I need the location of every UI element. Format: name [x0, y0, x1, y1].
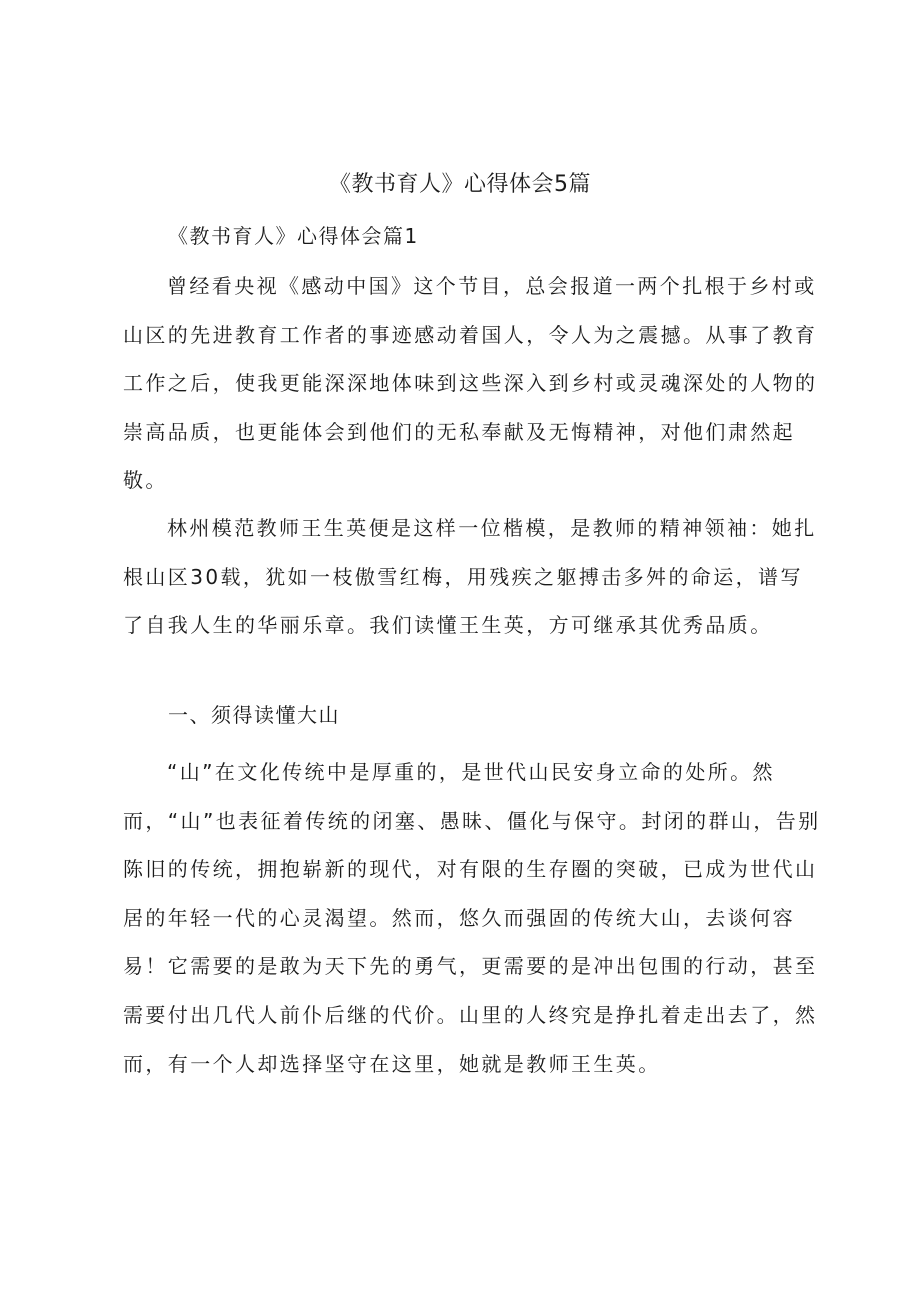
section-heading-understand-mountain: 一、须得读懂大山	[168, 703, 340, 727]
paragraph-intro: 曾经看央视《感动中国》这个节目，总会报道一两个扎根于乡村或山区的先进教育工作者的事迹感动着国人，令人为之震撼。从事了教育工作之后，使我更能深深地体味到这些深入到乡村或灵魂深处的人物的崇高品质，也更能体会到他们的无私奉献及无悔精神，对他们肃然起敬。	[123, 274, 818, 493]
paragraph-wang-shengying: 林州模范教师王生英便是这样一位楷模，是教师的精神领袖：她扎根山区30载，犹如一枝傲雪红梅，用残疾之躯搏击多舛的命运，谱写了自我人生的华丽乐章。我们读懂王生英，方可继承其优秀品质。	[123, 516, 817, 638]
paragraph-mountain: “山”在文化传统中是厚重的，是世代山民安身立命的处所。然而，“山”也表征着传统的闭塞、愚昧、僵化与保守。封闭的群山，告别陈旧的传统，拥抱崭新的现代，对有限的生存圈的突破，已成为世代山居的年轻一代的心灵渴望。然而，悠久而强固的传统大山，去谈何容易！它需要的是敢为天下先的勇气，更需要的是冲出包围的行动，甚至需要付出几代人前仆后继的代价。山里的人终究是挣扎着走出去了，然而，有一个人却选择坚守在这里，她就是教师王生英。	[123, 760, 821, 1076]
article-heading: 《教书育人》心得体会篇1	[168, 224, 419, 248]
document-title: 《教书育人》心得体会5篇	[329, 172, 591, 197]
